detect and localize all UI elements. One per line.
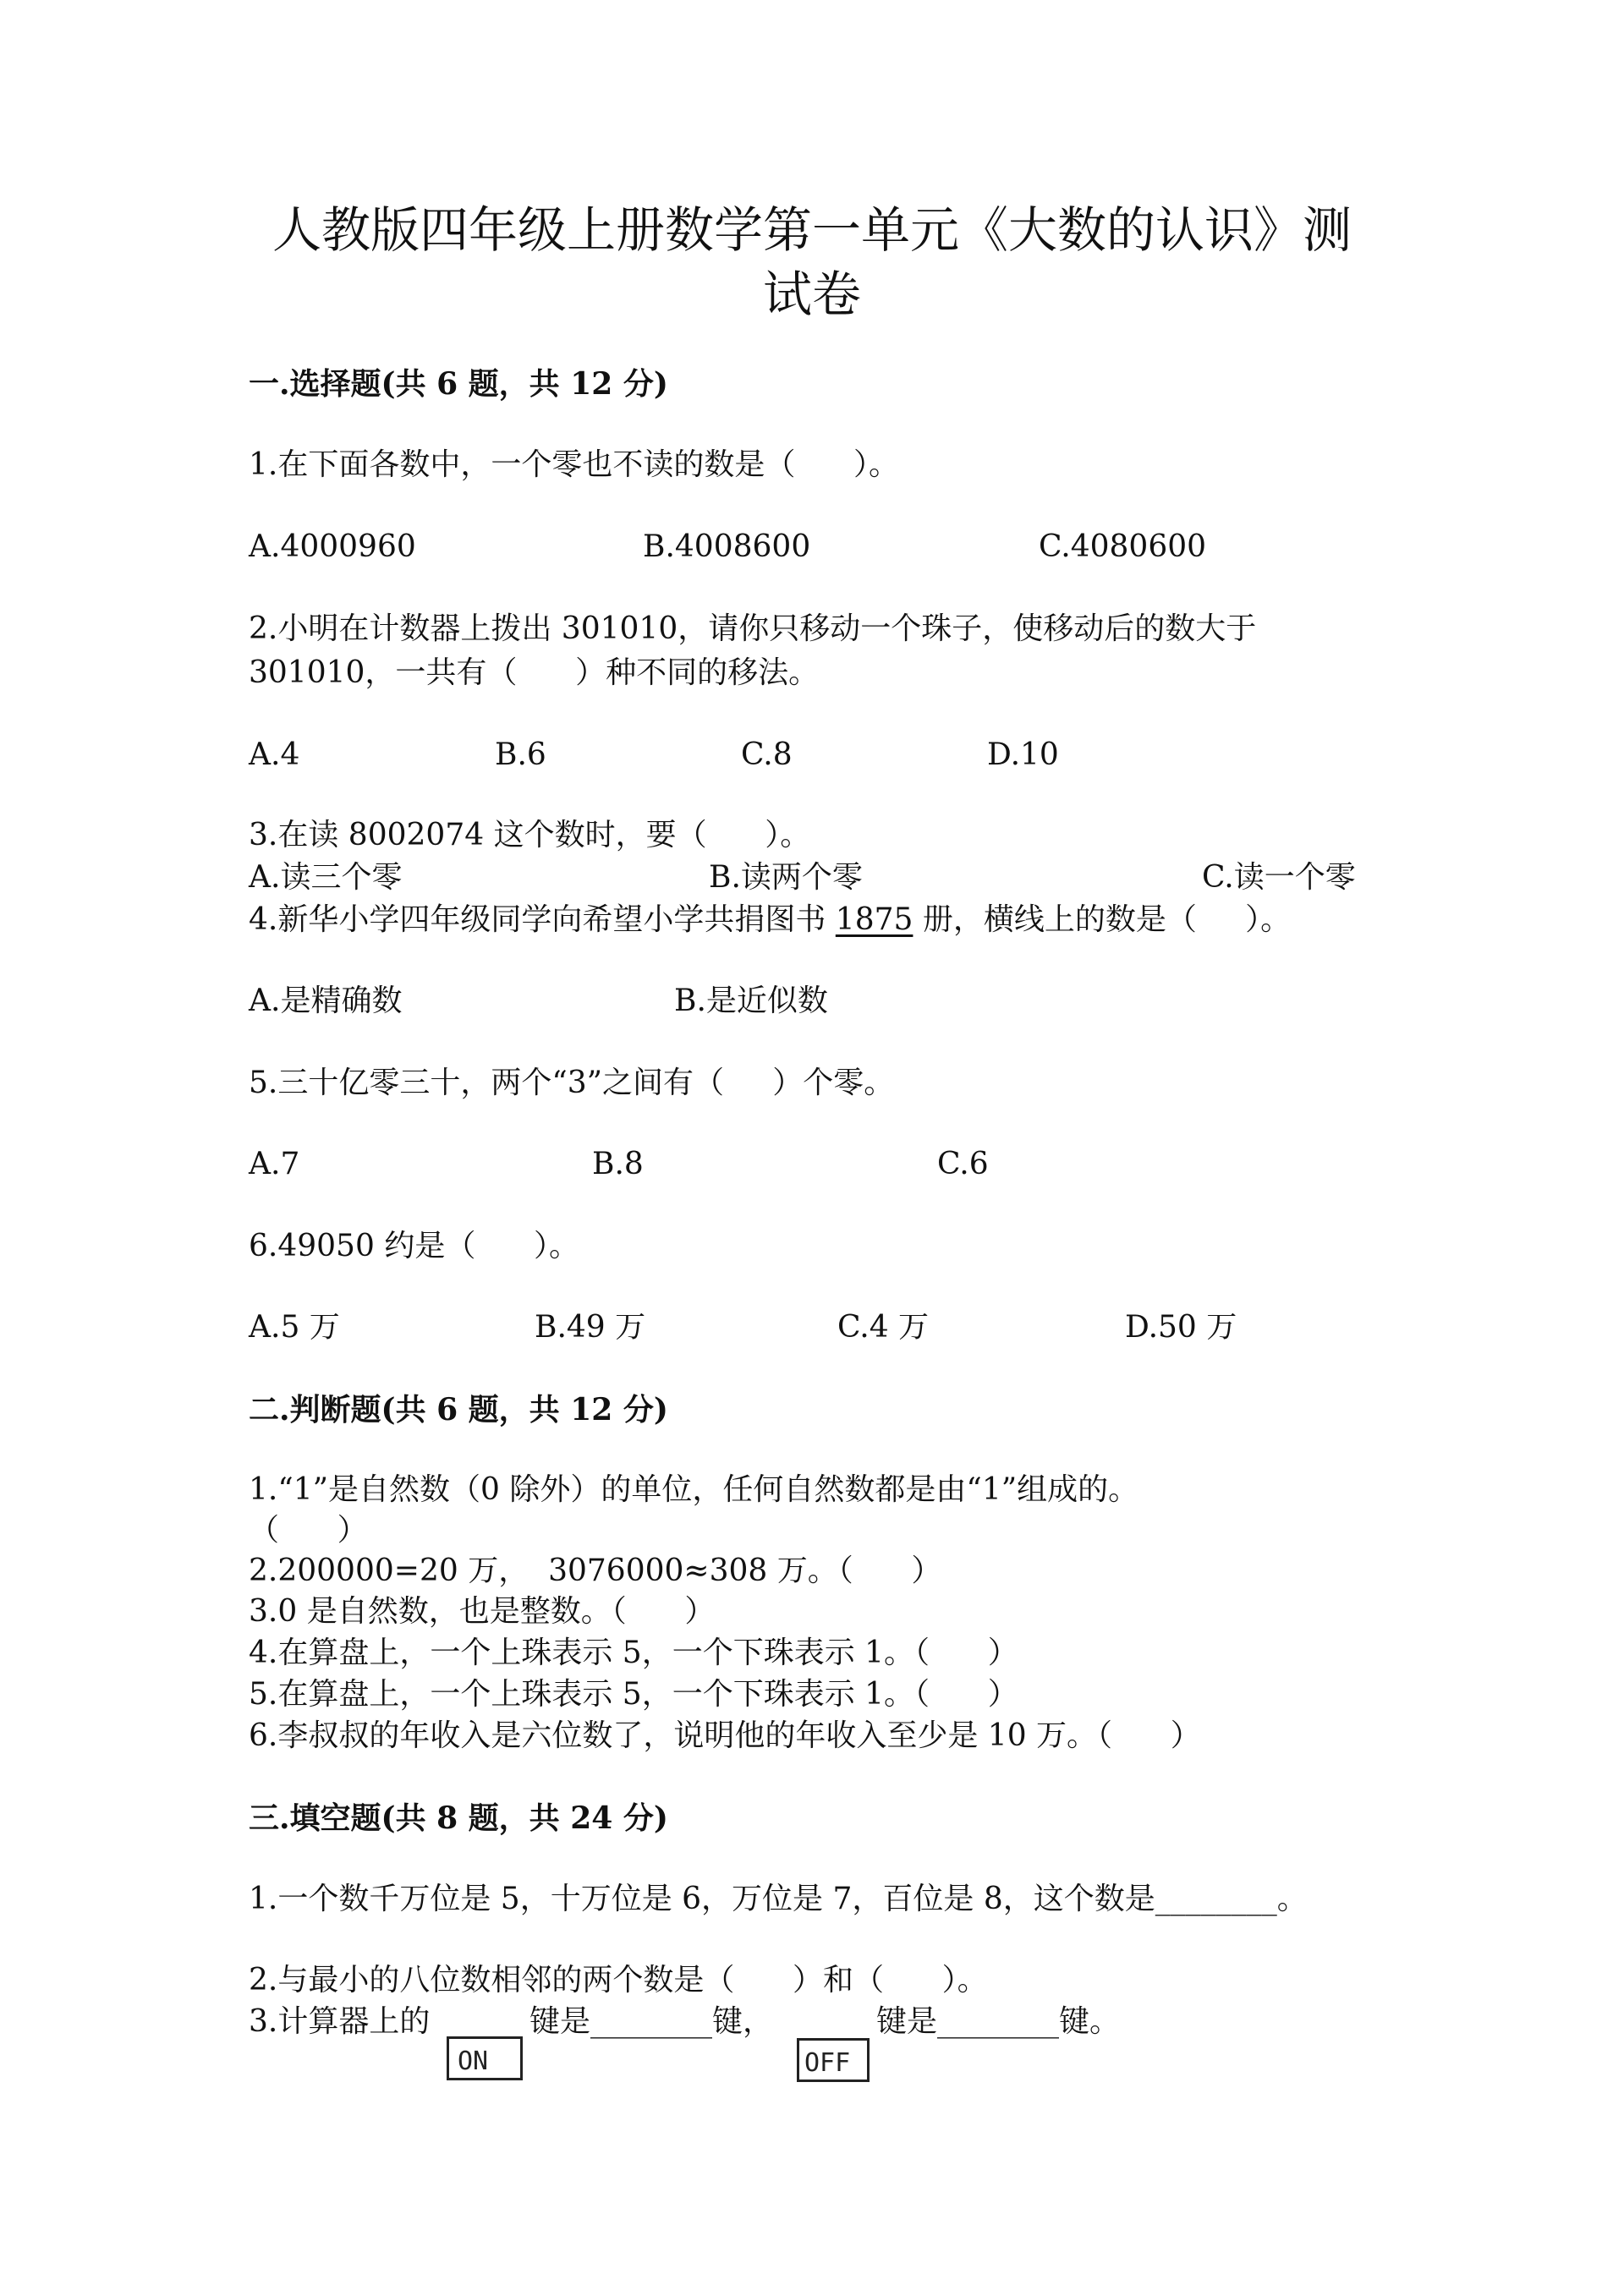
choice-q2-option-a: A.4 <box>249 737 300 772</box>
section-heading-judge: 二.判断题(共 6 题，共 12 分) <box>249 1392 668 1427</box>
choice-q2-stem-line2: 301010，一共有（ ）种不同的移法。 <box>249 655 820 690</box>
judge-q6-stem: 6.李叔叔的年收入是六位数了，说明他的年收入至少是 10 万。（ ） <box>249 1718 1201 1753</box>
section-heading-choice: 一.选择题(共 6 题，共 12 分) <box>249 366 668 402</box>
choice-q4-stem-post: 册，横线上的数是（ ）。 <box>913 902 1292 937</box>
choice-q5-option-b: B.8 <box>592 1147 644 1181</box>
fill-q2-stem: 2.与最小的八位数相邻的两个数是（ ）和（ ）。 <box>249 1963 988 1997</box>
choice-q1-option-b: B.4008600 <box>643 529 811 564</box>
judge-q4-stem: 4.在算盘上，一个上珠表示 5，一个下珠表示 1。（ ） <box>249 1636 1018 1670</box>
choice-q3-option-b: B.读两个零 <box>709 860 863 895</box>
judge-q1-answer-blank: （ ） <box>249 1513 368 1548</box>
choice-q5-option-a: A.7 <box>249 1147 300 1181</box>
off-key-image <box>797 2038 870 2082</box>
choice-q1-option-a: A.4000960 <box>249 529 416 564</box>
choice-q5-stem: 5.三十亿零三十，两个“3”之间有（ ）个零。 <box>249 1066 895 1100</box>
section-heading-fill: 三.填空题(共 8 题，共 24 分) <box>249 1800 668 1836</box>
choice-q6-option-d: D.50 万 <box>1125 1310 1237 1345</box>
choice-q2-stem-line1: 2.小明在计数器上拨出 301010，请你只移动一个珠子，使移动后的数大于 <box>249 611 1257 646</box>
on-key-image <box>447 2036 523 2080</box>
choice-q6-option-c: C.4 万 <box>837 1310 930 1345</box>
off-key-label: OFF <box>804 2048 851 2078</box>
choice-q2-option-c: C.8 <box>741 737 793 772</box>
choice-q5-option-c: C.6 <box>937 1147 989 1181</box>
choice-q6-stem: 6.49050 约是（ ）。 <box>249 1229 579 1263</box>
judge-q2-stem: 2.200000=20 万， 3076000≈308 万。（ ） <box>249 1553 942 1588</box>
choice-q4-stem-pre: 4.新华小学四年级同学向希望小学共捐图书 <box>249 902 836 937</box>
choice-q4-option-a: A.是精确数 <box>249 984 403 1018</box>
judge-q1-stem: 1.“1”是自然数（0 除外）的单位，任何自然数都是由“1”组成的。 <box>249 1472 1139 1507</box>
fill-q1-stem: 1.一个数千万位是 5，十万位是 6，万位是 7，百位是 8，这个数是________。 <box>249 1882 1308 1916</box>
on-key-label: ON <box>458 2047 489 2076</box>
fill-q3-stem-mid: 键是________键， <box>529 2004 774 2039</box>
choice-q3-stem: 3.在读 8002074 这个数时，要（ ）。 <box>249 818 811 852</box>
choice-q6-option-b: B.49 万 <box>535 1310 646 1345</box>
page-title-line2: 试卷 <box>762 266 861 323</box>
judge-q5-stem: 5.在算盘上，一个上珠表示 5，一个下珠表示 1。（ ） <box>249 1677 1018 1712</box>
choice-q1-option-c: C.4080600 <box>1039 529 1207 564</box>
choice-q2-option-b: B.6 <box>495 737 546 772</box>
choice-q4-stem <box>249 901 1291 939</box>
choice-q4-option-b: B.是近似数 <box>674 984 828 1018</box>
fill-q3-stem-post: 键是________键。 <box>876 2004 1121 2039</box>
choice-q6-option-a: A.5 万 <box>249 1310 340 1345</box>
choice-q2-option-d: D.10 <box>987 737 1059 772</box>
page-title-line1: 人教版四年级上册数学第一单元《大数的认识》测 <box>272 201 1352 259</box>
choice-q3-option-a: A.读三个零 <box>249 860 403 895</box>
choice-q4-underlined-number: 1875 <box>835 902 914 937</box>
choice-q1-stem: 1.在下面各数中，一个零也不读的数是（ ）。 <box>249 447 900 482</box>
choice-q3-option-c: C.读一个零 <box>1202 860 1356 895</box>
fill-q3-stem-pre: 3.计算器上的 <box>249 2004 431 2039</box>
judge-q3-stem: 3.0 是自然数，也是整数。（ ） <box>249 1594 716 1629</box>
